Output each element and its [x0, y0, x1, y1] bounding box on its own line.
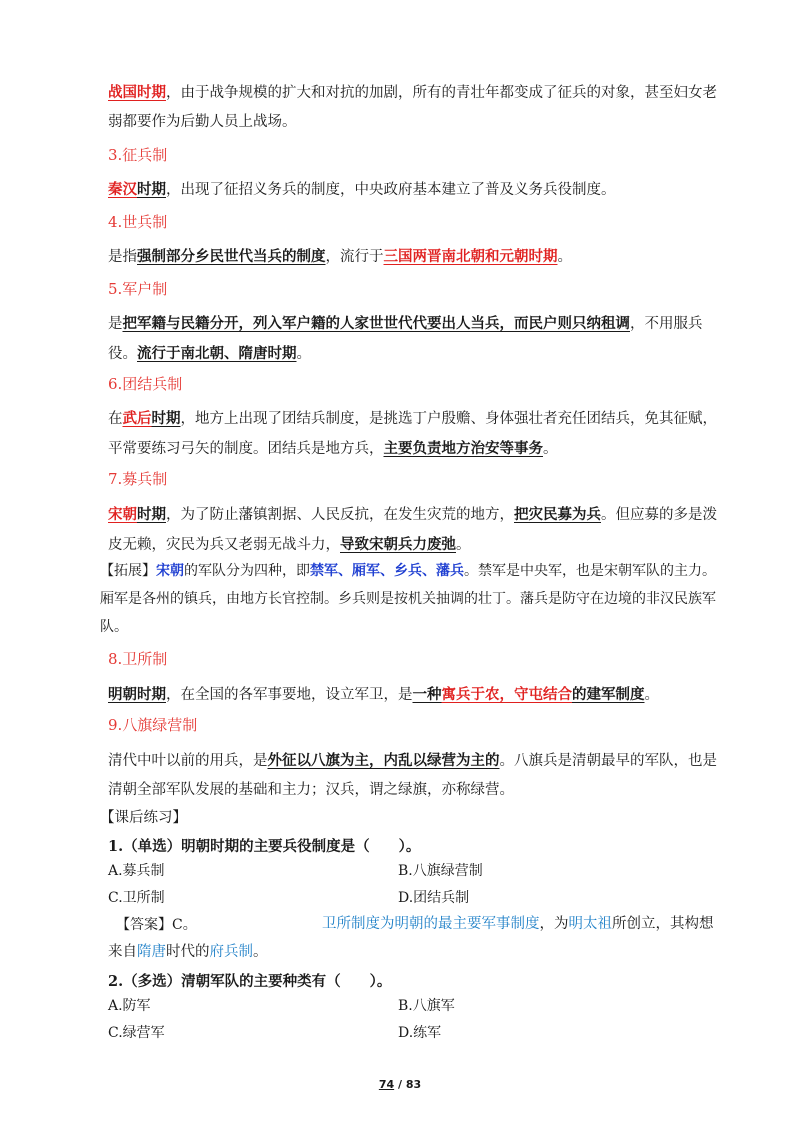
practice-heading: 【课后练习】: [100, 810, 187, 826]
key-phrase: 导致宋朝兵力废弛: [340, 536, 456, 553]
paragraph-conscription: [108, 175, 726, 205]
key-phrase: 强制部分乡民世代当兵的制度: [137, 248, 326, 265]
q2-option-a[interactable]: A.防军: [108, 998, 151, 1014]
era-highlight: 宋朝: [108, 506, 137, 523]
key-phrase: 流行于南北朝、隋唐时期: [137, 345, 297, 362]
paragraph-text: 清代中叶以前的用兵，是: [108, 753, 268, 769]
total-pages: 83: [405, 1078, 422, 1091]
paragraph-hereditary: [108, 242, 726, 272]
key-phrase-red: 寓兵于农，守屯结合: [441, 686, 572, 703]
paragraph-text: 。: [456, 537, 471, 553]
paragraph-text: ，由于战争规模的扩大和对抗的加剧，所有的青壮年都变成了征兵的对象，甚至妇女老弱都要作为后勤人员上战场。: [108, 85, 717, 130]
key-phrase: 把灾民募为兵: [514, 506, 601, 523]
paragraph-text: 是: [108, 316, 123, 332]
q1-explanation: [108, 910, 726, 966]
paragraph-text: 在: [108, 411, 123, 427]
paragraph-text: 。: [296, 346, 311, 362]
extension-note: [100, 557, 726, 641]
paragraph-text: 是指: [108, 249, 137, 265]
paragraph-text: 。禁军是中央军，也是宋朝军队的主力。厢军是各州的镇兵，由地方长官控制。乡兵则是按机关抽调的壮丁。藩兵是防守在边境的非汉民族军队。: [100, 563, 716, 635]
section-heading-5: 5.军户制: [108, 280, 168, 298]
q1-option-a[interactable]: A.募兵制: [108, 863, 165, 879]
paragraph-text: ，不用服兵役。: [108, 316, 703, 362]
paragraph-text: 。但应募的多是泼皮无赖，灾民为兵又老弱无战斗力，: [108, 507, 717, 553]
section-heading-4: 4.世兵制: [108, 213, 168, 231]
army-kinds: 禁军、厢军、乡兵、藩兵: [310, 563, 464, 579]
paragraph-text: 的军队分为四种，即: [184, 563, 310, 579]
explanation-system: 府兵制: [209, 944, 253, 960]
page-number: [0, 1078, 800, 1091]
era-suffix: 时期: [151, 410, 181, 427]
question-1-stem: 1.（单选）明朝时期的主要兵役制度是（ ）。: [108, 838, 421, 855]
q1-option-d[interactable]: D.团结兵制: [398, 890, 470, 906]
era-highlight: 宋朝: [156, 563, 184, 579]
paragraph-text: 。八旗兵是清朝最早的军队，也是清朝全部军队发展的基础和主力；汉兵，谓之绿旗，亦称绿营。: [108, 753, 717, 798]
paragraph-eight-banners: [108, 746, 726, 805]
paragraph-weisuo: [108, 680, 726, 710]
paragraph-tuanjie: [108, 404, 726, 464]
key-phrase: 把军籍与民籍分开，列入军户籍的人家世世代代要出人当兵，而民户则只纳租调: [122, 315, 630, 332]
key-phrase: 一种: [412, 686, 442, 703]
key-phrase: 主要负责地方治安等事务: [383, 440, 543, 457]
explanation-key: 卫所制度为明朝的最主要军事制度: [322, 916, 540, 932]
paragraph-text: ，在全国的各军事要地，设立军卫，是: [166, 687, 413, 703]
era-highlight: 武后: [122, 410, 152, 427]
paragraph-text: 。: [557, 249, 572, 265]
q1-option-c[interactable]: C.卫所制: [108, 890, 165, 906]
q1-answer-label: 【答案】C。: [116, 917, 197, 933]
paragraph-text: 时代的: [166, 944, 210, 960]
section-heading-3: 3.征兵制: [108, 146, 168, 164]
paragraph-text: 。: [543, 441, 558, 457]
q2-option-b[interactable]: B.八旗军: [398, 998, 455, 1014]
paragraph-text: 所创立，其构想来自: [108, 916, 714, 960]
page-separator: /: [394, 1078, 406, 1091]
key-phrase: 的建军制度: [572, 686, 645, 703]
q1-option-b[interactable]: B.八旗绿营制: [398, 863, 483, 879]
current-page: 74: [378, 1078, 395, 1091]
section-heading-6: 6.团结兵制: [108, 375, 183, 393]
q2-option-d[interactable]: D.练军: [398, 1025, 442, 1041]
paragraph-text: 。: [644, 687, 659, 703]
paragraph-military-household: [108, 309, 726, 369]
explanation-emperor: 明太祖: [568, 916, 612, 932]
paragraph-text: ，地方上出现了团结兵制度，是挑选丁户殷赡、身体强壮者充任团结兵，免其征赋，平常要练习弓矢的制度。团结兵是地方兵，: [108, 411, 717, 457]
q2-option-c[interactable]: C.绿营军: [108, 1025, 165, 1041]
era-highlight: 战国时期: [108, 84, 166, 101]
era-suffix: 时期: [137, 181, 166, 198]
paragraph-text: ，流行于: [325, 249, 384, 265]
question-2-stem: 2.（多选）清朝军队的主要种类有（ ）。: [108, 973, 392, 990]
paragraph-text: ，为: [539, 916, 569, 932]
era-highlight: 秦汉: [108, 181, 137, 198]
paragraph-text: 。: [253, 944, 268, 960]
key-phrase: 外征以八旗为主，内乱以绿营为主的: [267, 752, 500, 769]
extension-label: 【拓展】: [100, 563, 156, 579]
explanation-era: 隋唐: [137, 944, 166, 960]
paragraph-text: ，为了防止藩镇割据、人民反抗，在发生灾荒的地方，: [166, 507, 514, 523]
section-heading-7: 7.募兵制: [108, 470, 168, 488]
paragraph-recruitment: [108, 500, 726, 560]
era-suffix: 时期: [137, 506, 166, 523]
section-heading-9: 9.八旗绿营制: [108, 716, 198, 734]
era-highlight: 三国两晋南北朝和元朝时期: [383, 248, 558, 265]
section-heading-8: 8.卫所制: [108, 650, 168, 668]
era-highlight: 明朝时期: [108, 686, 166, 703]
paragraph-warring-states: [108, 78, 726, 137]
paragraph-text: ，出现了征招义务兵的制度，中央政府基本建立了普及义务兵役制度。: [166, 182, 616, 198]
